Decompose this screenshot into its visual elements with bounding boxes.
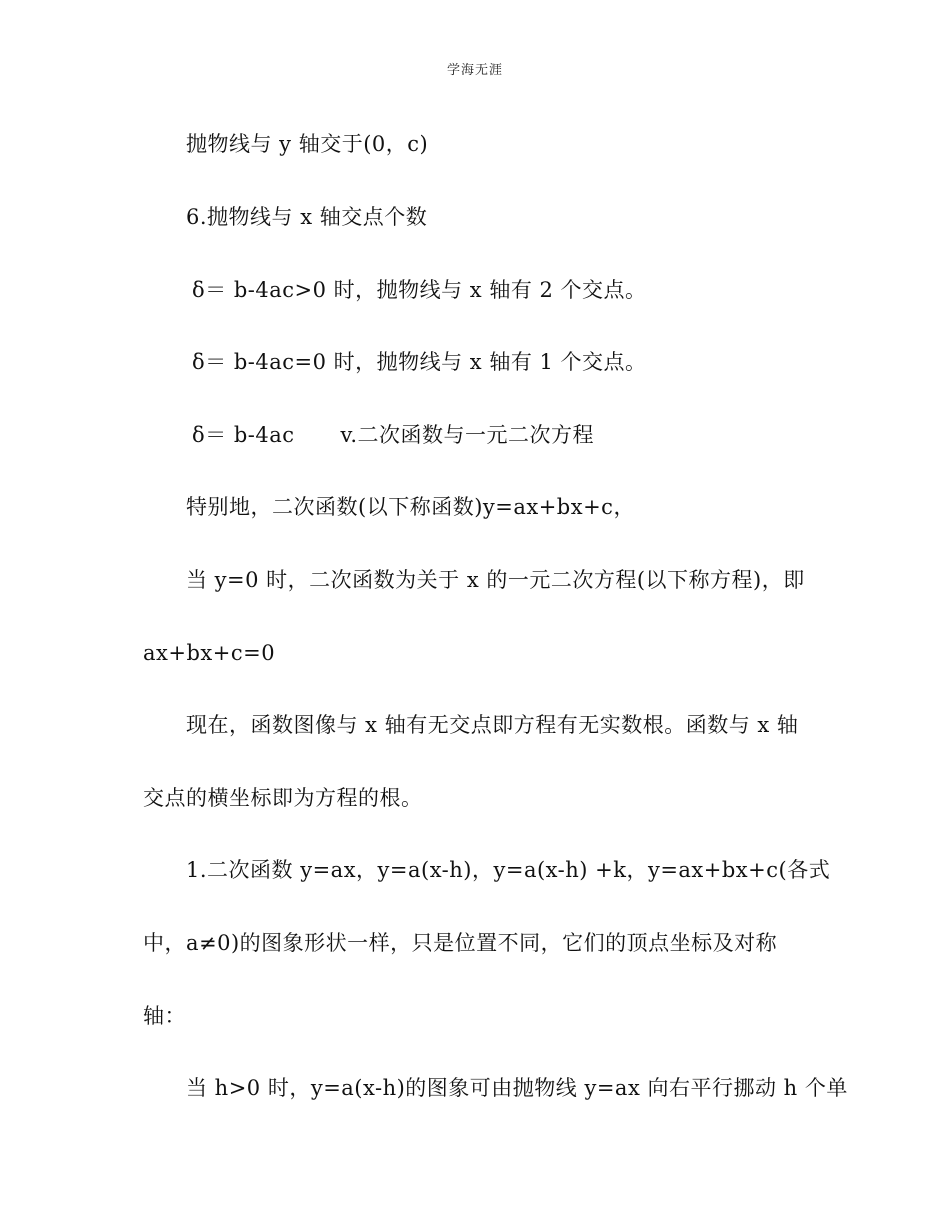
text-line-5-heading: v.二次函数与一元二次方程: [340, 423, 595, 447]
text-line-8: ax+bx+c=0: [143, 641, 276, 665]
text-line-6: 特别地，二次函数(以下称函数)y=ax+bx+c，: [186, 495, 635, 519]
text-line-3: δ＝ b-4ac>0 时，抛物线与 x 轴有 2 个交点。: [192, 278, 647, 302]
text-line-5: [192, 422, 594, 448]
page-header: 学海无涯: [446, 63, 503, 78]
text-line-5-formula: δ＝ b-4ac: [192, 423, 295, 447]
text-line-9: 现在，函数图像与 x 轴有无交点即方程有无实数根。函数与 x 轴: [186, 713, 799, 737]
text-line-12: 中，a≠0)的图象形状一样，只是位置不同，它们的顶点坐标及对称: [143, 931, 778, 955]
text-line-4: δ＝ b-4ac=0 时，抛物线与 x 轴有 1 个交点。: [192, 350, 647, 374]
text-line-7: 当 y=0 时，二次函数为关于 x 的一元二次方程(以下称方程)，即: [186, 568, 805, 592]
text-line-13: 轴：: [143, 1004, 186, 1028]
text-line-14: 当 h>0 时，y=a(x-h)的图象可由抛物线 y=ax 向右平行挪动 h 个单: [186, 1076, 848, 1100]
text-line-2: 6.抛物线与 x 轴交点个数: [186, 205, 428, 229]
text-line-10: 交点的横坐标即为方程的根。: [143, 786, 423, 810]
text-line-11: 1.二次函数 y=ax，y=a(x-h)，y=a(x-h) +k，y=ax+bx+c(各式: [186, 858, 831, 882]
text-line-1: 抛物线与 y 轴交于(0，c): [186, 132, 429, 156]
